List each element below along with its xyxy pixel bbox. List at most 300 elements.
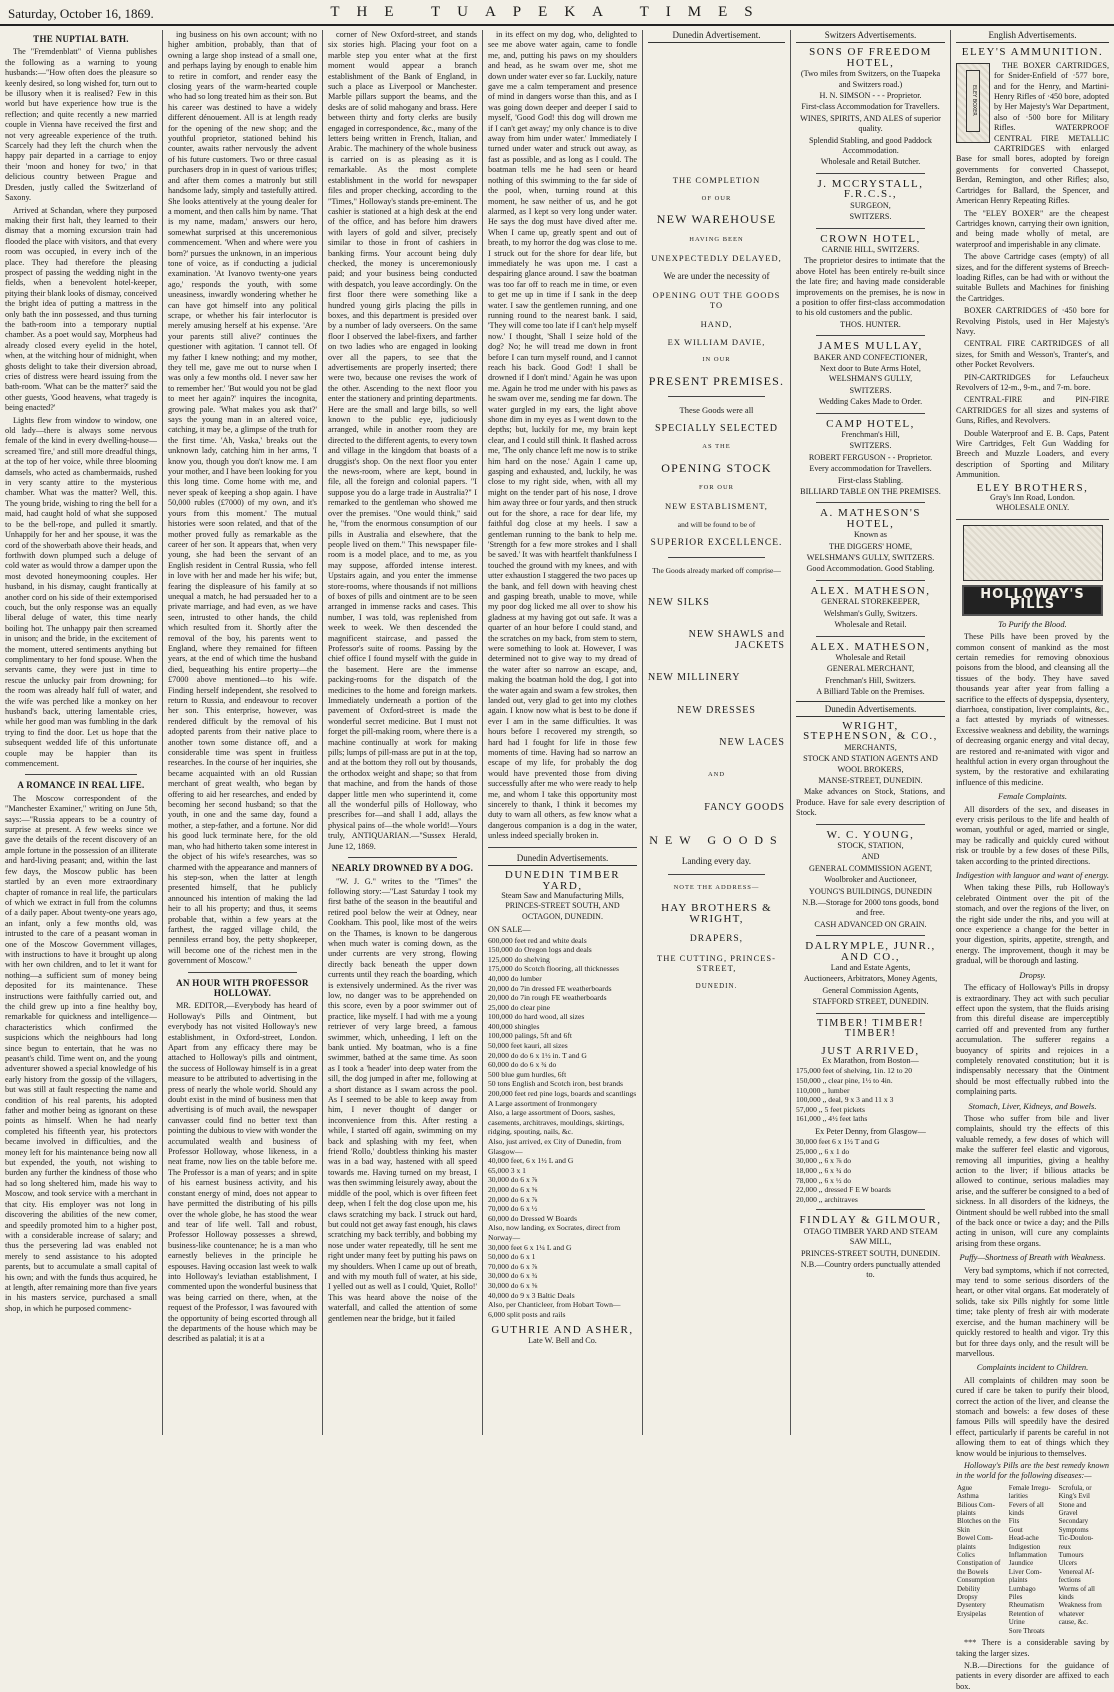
divider (816, 580, 925, 581)
ad-name: WRIGHT, STEPHENSON, & CO., (803, 719, 938, 743)
table-row (956, 1543, 1109, 1551)
ad-subtitle: JUST ARRIVED, (821, 1044, 920, 1057)
warehouse-line: These Goods were all (679, 405, 754, 416)
list-item: 30,000 ,, 6 x ⅞ do (796, 1156, 852, 1166)
warehouse-line: SPECIALLY SELECTED (654, 422, 778, 434)
list-item: 175,000 feet of shelving, 1in. 12 to 20 (796, 1066, 913, 1076)
warehouse-line: UNEXPECTEDLY DELAYED, (651, 253, 782, 264)
divider (956, 519, 1109, 520)
list-item: 18,000 ,, 6 x ¾ do (796, 1166, 852, 1176)
list-item: 22,000 ,, dressed F E W boards (796, 1185, 891, 1195)
table-cell: Scrofula, or (1058, 1483, 1092, 1492)
list-item: 70,000 do 6 x ½ (488, 1204, 538, 1214)
ad-line: BAKER AND CONFECTIONER, (813, 352, 928, 362)
table-cell: larities (1008, 1492, 1028, 1501)
ad-line: SWITZERS. (849, 385, 892, 395)
table-row (956, 1534, 1109, 1542)
ad-line: GENERAL COMMISSION AGENT, (808, 863, 933, 873)
list-item: 40,000 do lumber (488, 973, 542, 983)
list-item: 70,000 do 6 x ⅞ (488, 1261, 538, 1271)
table-cell: cause, &c. (1058, 1618, 1088, 1627)
address-note: NOTE THE ADDRESS— (673, 884, 760, 891)
list-item: 50,000 do 6 x 1 (488, 1252, 536, 1262)
warehouse-line: NEW WAREHOUSE (656, 212, 777, 227)
masthead: THE TUAPEKA TIMES (330, 4, 770, 20)
divider (816, 335, 925, 336)
ad-line: General Commission Agents, (822, 985, 919, 995)
list-item: 50,000 feet kauri, all sizes (488, 1041, 568, 1051)
list-item: 25,000 ,, 6 x 1 do (796, 1146, 850, 1156)
table-cell: Dysentery (957, 1601, 986, 1610)
article-title-romance: A ROMANCE IN REAL LIFE. (17, 780, 145, 791)
ad-line: BILLIARD TABLE ON THE PREMISES. (800, 487, 941, 497)
list-item: 30,000 do 6 x ⅞ (488, 1175, 538, 1185)
ad-line: First-class Stabling. (837, 475, 904, 485)
holloway-engraving (963, 525, 1103, 581)
list-item: 125,000 do shelving (488, 954, 550, 964)
ad-line: OTAGO TIMBER YARD AND STEAM SAW MILL, (803, 1226, 938, 1247)
warehouse-line: OPENING STOCK (661, 460, 772, 475)
ad-paragraph: The "ELEY BOXER" are the cheapest Cartridges known, carrying their own ignition, and being made wholly of metal, are waterproof and imperishable in any climate. (956, 208, 1109, 249)
ad-subhead: Dropsy. (1019, 969, 1046, 980)
warehouse-line: HAND, (700, 318, 733, 329)
table-cell: Debility (957, 1584, 980, 1593)
list-item: 20,000 do 7in dressed FE weatherboards (488, 983, 612, 993)
list-item: 500 blue gum hurdles, 6ft (488, 1069, 567, 1079)
list-item: Also, now landing, ex Socrates, direct from Norway— (488, 1223, 621, 1242)
ad-camp-hotel (796, 419, 945, 498)
table-cell: plaints (957, 1509, 976, 1517)
ad-name: J. MCCRYSTALL, F.R.C.S., (817, 177, 924, 201)
ad-line: SWITZERS. (849, 212, 892, 222)
ad-line: Known as (854, 530, 887, 540)
ad-line: WELSHMAN'S GULLY, SWITZERS. (806, 553, 935, 563)
table-cell: Symptoms (1058, 1525, 1089, 1534)
list-item: 100,000 do hard wood, all sizes (488, 1012, 585, 1022)
ad-line: Splendid Stabling, and good Paddock Accommodation. (808, 135, 933, 156)
ad-mccrystall-surgeon (796, 179, 945, 223)
ad-line: Make advances on Stock, Stations, and Produce. Have for sale every description of Stock. (796, 787, 945, 818)
column-7 (950, 30, 1114, 1691)
table-row (956, 1618, 1109, 1626)
timber-list (796, 1137, 945, 1204)
article-title-drowned: NEARLY DROWNED BY A DOG. (331, 863, 474, 874)
divider (668, 557, 765, 558)
cartridge-illustration (956, 63, 990, 143)
ad-paragraph: Holloway's Pills are the best remedy known in the world for the following diseases:— (956, 1460, 1109, 1481)
table-cell: kinds (1008, 1509, 1024, 1517)
list-item: A Large assortment of Ironmongery (488, 1098, 598, 1108)
ad-paragraph: PIN-CARTRIDGES for Lefaucheux Revolvers of 12-m., 9-m., and 7-m. bore. (956, 372, 1109, 392)
table-cell: Stone and (1058, 1500, 1087, 1509)
ad-line: Welshman's Gully, Switzers. (823, 608, 918, 618)
divider (816, 636, 925, 637)
table-cell: Lumbago (1008, 1584, 1036, 1593)
column-1 (0, 30, 162, 1435)
ad-alex-matheson-store (796, 586, 945, 631)
divider (488, 847, 637, 848)
article-paragraph: in its effect on my dog, who, delighted to see me above water again, came to fondle me, and, putting his paws on my shoulders and head, as he swam over me, shot me down under water ever so far. Luckily, nature gave me a calm temperament and presence of mind in dangers worse than this, and as I was going down deeper and deeper I said to myself, 'Good God! this dog will drown me if I can't get away;' my only chance is to dive away from him under water.' Immediately I turned under water and struck out away, as fast as possible, and as long as I could. The boatman tells me he had seen or heard nothing of this swimming to the far side of the pool, when, turning round at this moment, he saw neither of us, and he got alarmed, as I kept so very long under water. He says the dog must have dived after me. When I came up, greatly spent and out of breath, to my horror the dog was close to me. I struck out for the shore for dear life, but immediately he was upon me. I cast a despairing glance around. I saw the boatman was too far off to reach me in time, or even to get me up in time if I sank in the deep water. I saw the gentlemen running, and one running round to the nearest bank. I said, 'They will come too late if I can't help myself now.' I thought, 'Shall I seize hold of the dog? No; he will tread me down in front before I can turn myself round, and I cannot reach his back. Good God! I shall be drowned if I don't mind.' Again he was upon me. Again he trod me under with his paws as he swam over me, sending me far down. The water gurgled in my ears, the light above shone dim in my eyes as I went down to the depths; but, luckily for me, my brain kept clear, and I could still think. It flashed across me, 'The only chance left me now is to strike him hard on the nose.' Again I came up, gasping and exhausted, and, luckily, he was close to my right side, when, with all my might on the tender part of his nose, I drove him away three or four yards, and then struck out for the shore, a race for dear life, my faithful dog close at my heels. I saw a gentleman running to the bank to help me. 'Strength for a few more strokes and I shall be saved.' It was with heartfelt thankfulness I touched the ground with my knees, and with utter exhaustion I staggered the two paces up the bank, and fell down with heaving chest and gasping breath, unable to move, while my poor dog licked me all over to show his gladness at my having got out safe. It was a quarter of an hour before I could stand, and the scratches on my back, from stem to stern, were something to look at. However, I was determined not to give way to my dread of the water after so narrow an escape, and, making the boatman hold the dog, I got into the water again and swam a few strokes, then landed out, very glad to get into my clothes again. I know now what is best to be done if ever I am in the same difficulties. It was hours before I recovered my strength, so hard had I fought for life in those few moments of time. Having had so narrow an escape of my life, for probably the dog would have prevented those from diving successfully after me who were ready to help me, and whom I take this opportunity most sincerely to thank, I think it becomes my duty to warn all others, as few know what a dangerous companion is a dog in the water, unless indeed specially broken in. (488, 30, 637, 841)
table-cell: plaints (1008, 1576, 1028, 1585)
ad-note: N.B.—Directions for the guidance of patients in every disorder are affixed to each box. (956, 1660, 1109, 1691)
column-2 (162, 30, 322, 1435)
list-item: 200,000 feet red pine logs, boards and scantlings (488, 1089, 637, 1099)
list-item: 40,000 do 9 x 3 Baltic Deals (488, 1290, 575, 1300)
table-cell (956, 1618, 1008, 1626)
ad-name: DALRYMPLE, JUNR., AND CO., (805, 940, 936, 963)
ad-crown-hotel (796, 234, 945, 331)
ad-line: ROBERT FERGUSON - - Proprietor. (808, 452, 933, 462)
ad-name: JAMES MULLAY, (818, 340, 923, 353)
list-item: 161,000 ,, 4½ feet laths (796, 1114, 868, 1124)
divider (188, 972, 297, 973)
list-item: 25,000 do clear pine (488, 1002, 550, 1012)
divider (668, 396, 765, 397)
warehouse-line: AS THE (702, 443, 731, 451)
ad-line: GENERAL MERCHANT, (826, 664, 915, 674)
table-cell: Bilious Com- (957, 1500, 995, 1509)
table-cell: Female Irregu- (1008, 1483, 1051, 1492)
ad-title: TIMBER! TIMBER! TIMBER! (816, 1017, 925, 1040)
ad-paragraph: The efficacy of Holloway's Pills in dropsy is extraordinary. They act with such peculiar effect upon the system, that the fluids arising from this direful disease are imperceptibly carried off and prevented from any further accumulation. The sufferer regains a buoyancy of spirits and rejoices in a completely renovated constitution; but it is indispensably necessary that the Ointment should be most effectually rubbed into the complaining parts. (956, 983, 1109, 1097)
goods-line: NEW SHAWLS and JACKETS (688, 629, 785, 651)
ad-eley-firm (956, 483, 1109, 514)
table-cell: Sore Throats (1008, 1626, 1045, 1635)
warehouse-line: SUPERIOR EXCELLENCE. (650, 538, 783, 549)
ad-name: A. MATHESON'S HOTEL, (820, 507, 921, 530)
ad-line: Woolbroker and Auctioneer, (824, 875, 917, 885)
table-cell: Secondary (1058, 1517, 1089, 1526)
table-row (956, 1526, 1109, 1534)
list-item: 30,000 do 6 x ⅝ (488, 1280, 538, 1290)
ad-timber (796, 1019, 945, 1205)
list-item: Also, per Chanticleer, from Hobart Town— (488, 1300, 621, 1310)
ad-firm: ELEY BROTHERS, (976, 481, 1089, 494)
ad-findlay-gilmour (796, 1215, 945, 1280)
article-title-nuptial-bath: THE NUPTIAL BATH. (33, 34, 129, 44)
divider (816, 1209, 925, 1210)
list-item: 20,000 do 6 x ⅝ (488, 1184, 538, 1194)
ad-matheson-hotel (796, 508, 945, 574)
ad-note: *** There is a considerable saving by taking the larger sizes. (956, 1638, 1109, 1658)
ad-subhead: Female Complaints. (998, 791, 1067, 802)
ad-paragraph: When taking these Pills, rub Holloway's celebrated Ointment over the pit of the stomach, and over the regions of the liver, on the right side under the ribs, and you will at once experience a change for the better in your digestion, spirits, appetite, strength, and energy. The improvement, though it may be gradual, will be thorough and lasting. (956, 883, 1109, 966)
ad-line: THOS. HUNTER. (840, 319, 901, 329)
warehouse-line: We are under the necessity of (663, 271, 770, 282)
table-row (956, 1517, 1109, 1525)
ad-name: W. C. YOUNG, (826, 828, 915, 841)
table-cell: Erysipelas (957, 1609, 987, 1618)
divider (25, 774, 137, 775)
table-row (956, 1509, 1109, 1517)
ad-paragraph: THE BOXER CARTRIDGES, for Snider-Enfield of ·577 bore, and for the Henry, and Martini-Henry Rifles of ·450 bore, adopted by Her Majesty's War Department, also of ·500 bore for Military Rifles. WATERPROOF CENTRAL FIRE METALLIC CARTRIDGES with enlarged Base for small bores, adopted by foreign governments for converted Chassepot, Berdan, Remington, and other Rifles; also, Cartridges for Ballard, the Spencer, and American Henry Repeating Rifles. (956, 60, 1109, 206)
list-item: 60,000 do do 6 x ¾ do (488, 1060, 557, 1070)
ad-line: MERCHANTS, (844, 742, 897, 752)
warehouse-line: OF OUR (701, 194, 732, 202)
goods-line: NEW LACES (719, 736, 785, 748)
table-cell: Head-ache (1008, 1534, 1039, 1543)
ad-paragraph: All disorders of the sex, and diseases in every crisis perilous to the life and health of woman, youthful or aged, married or single, may be radically and quickly cured without risk or trouble by a few doses of these Pills, taken according to the printed directions. (956, 804, 1109, 866)
list-item: 20,000 do 6 x ⅞ (488, 1194, 538, 1204)
ad-line: STAFFORD STREET, DUNEDIN. (812, 997, 929, 1007)
table-cell: Consumption (957, 1576, 995, 1585)
warehouse-line: and will be found to be of (677, 519, 756, 529)
firm-address: THE CUTTING, PRINCES-STREET, (657, 952, 776, 974)
warehouse-line: EX WILLIAM DAVIE, (667, 337, 766, 348)
ad-line: H. N. SIMSON - - - Proprietor. (819, 91, 922, 101)
ad-paragraph: The above Cartridge cases (empty) of all sizes, and for the different systems of Breech-loading Rifles, can be had with or without the suitable Bullets and Machines for finishing the Cartridges. (956, 252, 1109, 303)
divider (816, 935, 925, 936)
ad-footer (488, 1325, 637, 1346)
table-row (956, 1593, 1109, 1601)
table-cell: Tic-Doulou- (1058, 1534, 1094, 1543)
list-item: 600,000 feet red and white deals (488, 935, 587, 945)
ad-ship: Ex Peter Denny, from Glasgow— (815, 1126, 926, 1136)
table-cell: Fevers of all (1008, 1500, 1044, 1509)
ad-line: (Two miles from Switzers, on the Tuapeka and Switzers road.) (800, 69, 941, 89)
ad-line: AND (861, 852, 880, 862)
divider (816, 1013, 925, 1014)
table-cell: Weakness from (1058, 1601, 1102, 1610)
article-paragraph: The Moscow correspondent of the "Manchester Examiner," writing on June 5th, says:—"Russia appears to be a country of surprise at present. A few weeks since we gave the details of the recent discovery of an ample fortune in the possession of an illiterate and hard-living peasant; and, within the last few days, the Moscow public has been startled by an even more extraordinary chapter of romance in real life, the particulars of which we extract in full from the columns of a daily paper. About twenty-one years ago, an infant, only a few months old, was intrusted to the care of a peasant woman in one of the Moscow Government villages, with instructions to have it brought up along with her own children, and to let it want for nothing—a sufficient sum of money being deposited for its maintenance. These instructions were faithfully carried out, and the child grew up into a fine healthy boy, remarkable for quickness and intelligence—characteristics which confirmed the suspicions which the neighbours had long since begun to entertain, that he was no peasant's child. Time went on, and the young adventurer showed a special knowledge of his early history from the gossip of the villagers, but was still at fault respecting the name and condition of his real parents, his adopted father and mother being as ignorant on these points as himself. When he had nearly completed his fifteenth year, his protectors became involved in difficulties, and the money left for his maintenance being now all but expended, the youth, not wishing to burden any further the kindness of those who had so long sheltered him, made his way to Moscow, and took service with a merchant in that city. His employer was not long in discovering the abilities of the new comer, and speedily promoted him to a higher post, with a considerable increase of salary; and thus the persevering lad was enabled not merely to send assistance to his adopted parents, but to accumulate a small capital of his own; and with the funds thus acquired, he at length, after remaining more than five years in his masters service, purchased a small shop, in which he purposed commenc- (5, 793, 157, 1313)
article-paragraph: Arrived at Schandan, where they purposed making their first halt, they learned to their dismay that a morning excursion train had flooded the place with visitors, and that every room was occupied, in every inch of the place. They had therefore the pleasing prospect of passing the wedding night in the fields, when a benevolent hotel-keeper, pitying their blank looks of dismay, conceived the bright idea of putting a mattress in the only bath the inn possessed, and thus turning the bath-room into a temporary nuptial chamber. As a poet would say, Morpheus had already closed every eyelid in the hotel, when, at the witching hour of midnight, when ghosts delight to take their diversion abroad, cries of distress were heard issuing from the bath-room. 'What can be the matter?' said the other guests, 'Good heavens, what tragedy is being enacted?' (5, 205, 157, 413)
ad-name: CROWN HOTEL, (820, 232, 921, 245)
list-item: 100,000 palings, 5ft and 6ft (488, 1031, 572, 1041)
ad-line: GENERAL STOREKEEPER, (821, 597, 920, 607)
table-row (956, 1585, 1109, 1593)
ad-firm: GUTHRIE AND ASHER, (491, 1324, 634, 1337)
ad-sons-of-freedom-hotel (796, 47, 945, 167)
ad-paragraph: CENTRAL FIRE CARTRIDGES of all sizes, for Smith and Wesson's, Tranter's, and other Pocket Revolvers. (956, 339, 1109, 370)
ad-subhead: Stomach, Liver, Kidneys, and Bowels. (968, 1100, 1097, 1111)
ad-line: Auctioneers, Arbitrators, Money Agents, (803, 974, 938, 984)
table-cell: plaints (957, 1542, 976, 1551)
table-cell (1058, 1627, 1109, 1635)
table-cell: the Bowels (957, 1567, 989, 1576)
ad-wc-young (796, 830, 945, 931)
section-heading: Switzers Advertisements. (796, 30, 945, 43)
column-3 (322, 30, 482, 1435)
firm-city: DUNEDIN. (695, 982, 738, 991)
ad-line: WINES, SPIRITS, AND ALES of superior quality. (800, 113, 941, 134)
ad-name: ALEX. MATHESON, (810, 640, 931, 653)
ad-paragraph: Those who suffer from bile and liver complaints, should try the effects of this valuable remedy, a few doses of which will make the sufferer feel elastic and vigorous, removing all impurities, giving a healthy action to the liver; if bilious attacks be allowed to continue, serious maladies may arise, and the sufferer be consigned to a bed of sickness. In all disorders of the kidneys, the Ointment should be well rubbed into the small of the back once or twice a day; and the Pills acting in unison, will cure any complaints arising from these organs. (956, 1113, 1109, 1248)
article-paragraph: corner of New Oxford-street, and stands six stories high. Placing your foot on a marble step you enter what at the first moment would appear a branch establishment of the Bank of England, in such a place as Liverpool or Manchester. Marble pillars support the beams, and the desks are of solid mahogany and brass. Here between thirty and forty clerks are busily engaged in correspondence, &c., many of the letters being written in French, Italian, and Arabic. The machinery of the whole business is carried on is as pleasing as it is remarkable. As the most complete establishment in the world for newspaper files and proper checking, according to the "Times," Holloway's stands pre-eminent. The cashier is stationed at a high desk at the end of the office, and has before him drawers with layers of gold and silver, precisely similar to those in front of cashiers in banking firms. Your account being duly checked, the money is unceremoniously paid; and your business being conducted with despatch, you leave accordingly. On the first floor there were something like a hundred young girls placing the pills in boxes, and this department is presided over by a number of lady overseers. On the same floor I observed the label-fixers, and farther on two ladies who are engaged in looking over all the papers, to see that the advertisements are properly inserted; there were two, because one revises the work of the other. Ascending to the next floor you enter the stationery and printing departments. Here are the small and large bills, so well known to the public eye, judiciously arranged, while in another room they are directed to the different agents, to every town and village in the kingdom that boasts of a druggist's shop. On the next floor you enter the news-room, where are kept, bound in file, all the foreign and colonial papers. "I suppose you do a large trade in Australia?" I remarked to the gentleman who showed me over the premises. "One would think," said he, "from the enormous consumption of our pills in Australia and elsewhere, that the people lived on them." This newspaper file-room is a model place, and to me, as you may suppose, afforded intense interest. Upstairs again, and you enter the immense store-rooms, where thousands if not millions of boxes of pills and ointment are to be seen arranged in immense racks and cases. This number, I was told, was replenished from week to week. We then descended the magnificent staircase, and passed the Professor's suite of rooms. Passing by the chief office I found myself with the guide in the basement. Here are the immense packing-rooms for the dispatch of the medicines to the home and foreign markets. Immediately underneath a portion of the pavement of Oxford-street is made the wonderful secret medicine. But I must not forget the pill-making room, where there is a machine continually at work for making pills; lumps of pill-mass are put in at the top, and at the bottom they roll out by thousands, the orthodox weight and shape; so that from that machine, and from the hands of those dapper little men who superintend it, come all the wonderful pills of Holloway, who prescribes for—and shall I add, allays the physical pains of—the whole world!—Yours truly, ANTIQUARIAN.—"Sussex Herald, June 12, 1869. (328, 30, 477, 851)
warehouse-line: HAVING BEEN (689, 235, 744, 243)
timber-list (796, 1066, 945, 1124)
ad-paragraph: BOXER CARTRIDGES of ·450 bore for Revolving Pistols, used in Her Majesty's Navy. (956, 306, 1109, 336)
table-cell: Ague (957, 1483, 973, 1492)
ad-line: THE DIGGERS' HOME, (828, 541, 913, 551)
table-cell: whatever (1058, 1609, 1085, 1618)
ad-paragraph: CENTRAL-FIRE and PIN-FIRE CARTRIDGES for all sizes and systems of Guns, Rifles, and Revolvers. (956, 395, 1109, 426)
article-paragraph: "W. J. G." writes to the "Times" the following story:—"Last Saturday I took my first bathe of the season in the beautiful and retired pool below the weir at Odney, near Cookham. This pool, like most of the weirs on the Thames, is known to be dangerous when much water is coming down, as the under currents are very strong, flowing directly back beneath the upper down currents until they reach the boarding, which is extensively undermined. As the river was low, no danger was to be apprehended on this score, even by a poor swimmer out of practice, like myself. I had with me a young retriever of very large breed, a famous swimmer, which, unheeding, I left on the bank untied. My boatman, who is a fine swimmer, bathed at the same time. As soon as I took a 'header' into deep water from the sill, the dog jumped in after me, following at a short distance as I swam across the pool. As I seemed to be able to keep away from him, I never thought of danger or inconvenience from this. After resting a while, I started off again, swimming on my back and splashing with my feet, when friend 'Rollo,' doubtless thinking his master was in a bad way, hastened with all speed towards me. Having turned on my breast, I was then swimming leisurely away, about the middle of the pool, which is over fifteen feet deep, when I felt the dog close upon me, his claws scratching my back. I struck out hard, but could not get away fast enough, his claws scratching my back terribly, and bobbing my nose under water repeatedly, till he sent me right under many feet by putting his paws on my shoulders. When I came up out of breath, and with my mouth full of water, at his side, I yelled out as well as I could, 'Quiet, Rollo!' This was heard above the noise of the waterfall, and called the attention of some gentlemen near the bridge, but it failed (328, 876, 477, 1323)
table-cell: Rheumatism (1008, 1601, 1045, 1610)
table-cell: Gout (1008, 1525, 1023, 1534)
ad-paragraph: Very bad symptoms, which if not corrected, may tend to some serious disorders of the heart, or other vital organs. Eat moderately of solids, take six Pills nightly for some little time; take plenty of fresh air with moderate exercise, and the human machinery will be quickly restored to health and vigor. Try this but for three days only, and the result will be marvellous. (956, 1265, 1109, 1358)
ad-line: First-class Accommodation for Travellers. (801, 102, 940, 112)
list-item: 6,000 split posts and rails (488, 1309, 566, 1319)
issue-date: Saturday, October 16, 1869. (8, 6, 154, 21)
timber-list (488, 936, 637, 1320)
ad-line: Wholesale and Retail. (834, 620, 907, 630)
ad-subhead: Puffy—Shortness of Breath with Weakness. (959, 1252, 1106, 1263)
ad-line: Wholesale and Retail Butcher. (820, 157, 921, 167)
table-row (956, 1627, 1109, 1635)
table-row (956, 1601, 1109, 1609)
list-item: 110,000 ,, lumber (796, 1085, 850, 1095)
ad-address: Gray's Inn Road, London. (990, 493, 1075, 503)
warehouse-line: FOR OUR (699, 483, 734, 491)
ad-name: CAMP HOTEL, (826, 417, 915, 430)
ad-address: PRINCES-STREET SOUTH, AND OCTAGON, DUNEDIN. (505, 901, 620, 921)
goods-line: AND (707, 771, 726, 779)
ad-paragraph: Double Waterproof and E. B. Caps, Patent Wire Cartridges, Felt Gun Wadding for Breech and Muzzle Loaders, and every description of Sporting and Military Ammunition. (956, 428, 1109, 480)
table-cell: Liver Com- (1008, 1567, 1042, 1576)
ad-paragraph: All complaints of children may soon be cured if care be taken to purify their blood, correct the action of the liver, and cleanse the stomach and bowels: a few doses of these famous Pills will speedily have the desired effect, particularly if parents be careful in not allowing them to eat of things which they know would be injurious to themselves. (956, 1375, 1109, 1458)
goods-line: Landing every day. (681, 855, 752, 866)
ad-dalrymple (796, 941, 945, 1007)
list-item: 30,000 feet 6 x 1¼ L and G (488, 1242, 572, 1252)
ad-line: Good Accommodation. Good Stabling. (806, 564, 935, 574)
list-item: 30,000 feet 6 x 1½ T and G (796, 1137, 880, 1147)
list-item: 40,000 feet, 6 x 1½ L and G (488, 1156, 574, 1166)
ad-wright-stephenson (796, 721, 945, 819)
ad-line: Frenchman's Hill, (841, 430, 900, 439)
table-cell: Asthma (957, 1492, 979, 1501)
ad-line: Frenchman's Hill, Switzers. (825, 675, 916, 685)
section-heading: English Advertisements. (956, 30, 1109, 43)
divider (816, 413, 925, 414)
ad-line: N.B.—Storage for 2000 tons goods, bond and free. (802, 898, 939, 918)
article-title-holloway: AN HOUR WITH PROFESSOR HOLLOWAY. (176, 977, 309, 998)
ad-name: DUNEDIN TIMBER YARD, (504, 869, 621, 892)
table-cell: Dropsy (957, 1593, 978, 1602)
ad-eley-title (956, 47, 1109, 57)
table-cell: Tumours (1058, 1551, 1084, 1560)
table-row (956, 1559, 1109, 1567)
table-cell: Bowel Com- (957, 1534, 993, 1543)
table-row (956, 1484, 1109, 1492)
list-item: 30,000 do 6 x ¾ (488, 1271, 538, 1281)
list-item: 60,000 do Dressed W Boards (488, 1213, 577, 1223)
table-row (956, 1610, 1109, 1618)
warehouse-line: The Goods already marked off comprise— (652, 565, 781, 575)
warehouse-line: PRESENT PREMISES. (648, 373, 785, 388)
list-item: 20,000 do do 6 x 1½ in. T and G (488, 1050, 587, 1060)
table-cell: Inflammation (1008, 1551, 1047, 1560)
table-cell (956, 1627, 1008, 1635)
article-paragraph: MR. EDITOR,—Everybody has heard of Holloway's Pills and Ointment, but everybody has not visited Holloway's new establishment, in Oxford-street, London. Apart from any efficacy there may be attached to Holloway's pills and ointment, the success of Holloway himself is in a great measure to be attributed to advertising in the press of nearly the whole world. Should any doubt exist in the mind of business men that advertising is of much avail, the newspaper canvasser could find no better text than pointing the dubious to view with wonder the accumulated wealth and business of Professor Holloway, whose likeness, in a neat frame, now lies on the table before me. The Professor is a man of years; and in spite of his earnest business activity, and his constant energy of mind, does not appear to have permitted the distributing of his pills over the whole globe, he has stood the wear and tear of life well. Tall and robust, Professor Holloway possesses a shrewd, business-like countenance; he is a man who earnestly believes in the principle he espouses. Having occasion last week to walk into Holloway's leviathan establishment, I commented upon the wonderful business that was being carried on there, when, at the request of the Professor, I was favoured with the opportunity of being escorted through all the departments of the house which may be described as palatial; it is at a (168, 1001, 317, 1344)
goods-line: NEW DRESSES (677, 704, 756, 716)
ad-line: MANSE-STREET, DUNEDIN. (818, 775, 923, 785)
ad-line: SWITZERS. (849, 441, 892, 451)
ad-title: ELEY'S AMMUNITION. (961, 46, 1104, 59)
table-row (956, 1551, 1109, 1559)
divider (816, 228, 925, 229)
warehouse-line: IN OUR (702, 356, 731, 364)
goods-line: NEW SILKS (648, 596, 710, 608)
ad-line: SURGEON, (850, 200, 891, 210)
list-item: 150,000 do Oregon logs and deals (488, 945, 592, 955)
divider (816, 502, 925, 503)
ad-line: STOCK, STATION, (837, 841, 904, 850)
table-cell: Worms of all (1058, 1584, 1095, 1593)
ad-james-mullay (796, 341, 945, 407)
table-cell: Indigestion (1008, 1542, 1041, 1551)
table-cell: Ulcers (1058, 1559, 1077, 1568)
ad-alex-matheson-merchant (796, 642, 945, 698)
table-cell: reux (1058, 1542, 1072, 1551)
ad-name: FINDLAY & GILMOUR, (799, 1214, 942, 1227)
column-5 (642, 30, 790, 1435)
ad-line: STOCK AND STATION AGENTS AND WOOL BROKERS, (803, 754, 938, 774)
ad-line: PRINCES-STREET SOUTH, DUNEDIN. (800, 1248, 941, 1258)
list-item: 175,000 do Scotch flooring, all thicknesses (488, 964, 619, 974)
divider (816, 173, 925, 174)
table-cell: fections (1058, 1576, 1081, 1585)
ad-line: Every accommodation for Travellers. (809, 464, 932, 474)
table-cell: Blotches on the (957, 1517, 1001, 1526)
list-item: 50 tons English and Scotch iron, best brands (488, 1079, 623, 1089)
ad-subhead: To Purify the Blood. (998, 618, 1067, 629)
list-item: 400,000 shingles (488, 1021, 540, 1031)
divider (668, 874, 765, 875)
table-cell: Venereal Af- (1058, 1567, 1095, 1576)
list-item: Also, just arrived, ex City of Dunedin, from Glasgow— (488, 1137, 622, 1156)
section-heading: Dunedin Advertisements. (796, 701, 945, 717)
table-cell: King's Evil (1058, 1492, 1090, 1501)
ad-line: Wholesale and Retail (835, 652, 906, 662)
disease-table (956, 1484, 1109, 1635)
column-6 (790, 30, 950, 1435)
table-cell: Piles (1008, 1593, 1023, 1602)
ad-name: SONS OF FREEDOM HOTEL, (809, 46, 932, 69)
page-header (0, 0, 1114, 26)
warehouse-line: OPENING OUT THE GOODS TO (652, 289, 781, 311)
table-cell: Constipation of (957, 1559, 1001, 1568)
ad-ship: Ex Marathon, from Boston— (822, 1055, 919, 1065)
goods-line: FANCY GOODS (704, 801, 785, 813)
firm-name: HAY BROTHERS & WRIGHT, (661, 902, 772, 925)
list-item: 20,000 ,, architraves (796, 1194, 858, 1204)
divider (816, 824, 925, 825)
section-heading: Dunedin Advertisements. (488, 853, 637, 866)
ad-note: WHOLESALE ONLY. (995, 503, 1070, 513)
ad-line: A Billiard Table on the Premises. (816, 687, 925, 697)
ad-line: N.B.—Country orders punctually attended to. (800, 1260, 941, 1280)
divider (348, 857, 457, 858)
table-row (956, 1492, 1109, 1500)
ad-line: YOUNG'S BUILDINGS, DUNEDIN (808, 886, 933, 896)
ad-subhead: Indigestion with languor and want of energy. (956, 870, 1109, 881)
ad-line: CARNIE HILL, SWITZERS. (821, 244, 920, 254)
goods-line: NEW GOODS (649, 833, 784, 848)
list-item: 100,000 ,, deal, 9 x 3 and 11 x 3 (796, 1095, 894, 1105)
table-cell: Colics (957, 1551, 975, 1560)
ad-subhead: Complaints incident to Children. (976, 1362, 1089, 1373)
holloway-pills-banner: HOLLOWAY'S PILLS (962, 585, 1103, 616)
table-cell: Urine (1008, 1618, 1025, 1627)
ad-paragraph: These Pills have been proved by the common consent of mankind as the most certain remedies for removing obnoxious poisons from the blood, and cleansing all the tissues of the body. They have saved thousands year after year from falling a sacrifice to the effects of dyspepsia, dysentery, diarrhoea, constipation, liver complaints, &c., a fact attested by myriads of witnesses. Excessive weakness and debility, the warnings of decreasing organic energy and vital decay, are restored and re-animated with vigor and healthful action in every organ throughout the system, by the restorative and exhilarating influence of this medicine. (956, 632, 1109, 787)
table-cell: Gravel (1058, 1509, 1078, 1517)
ad-line: Land and Estate Agents, (830, 963, 911, 973)
warehouse-line: NEW ESTABLISMENT, (665, 501, 768, 512)
table-cell: Jaundice (1008, 1559, 1034, 1568)
firm-trade: DRAPERS, (689, 934, 744, 945)
ad-firm-note: Late W. Bell and Co. (528, 1335, 597, 1345)
ad-line: The proprietor desires to intimate that the above Hotel has been entirely re-built since the late fire; and having made considerable improvements on the premises, he is now in a position to offer first-class accommodation to his old customers and the public. (796, 256, 945, 318)
